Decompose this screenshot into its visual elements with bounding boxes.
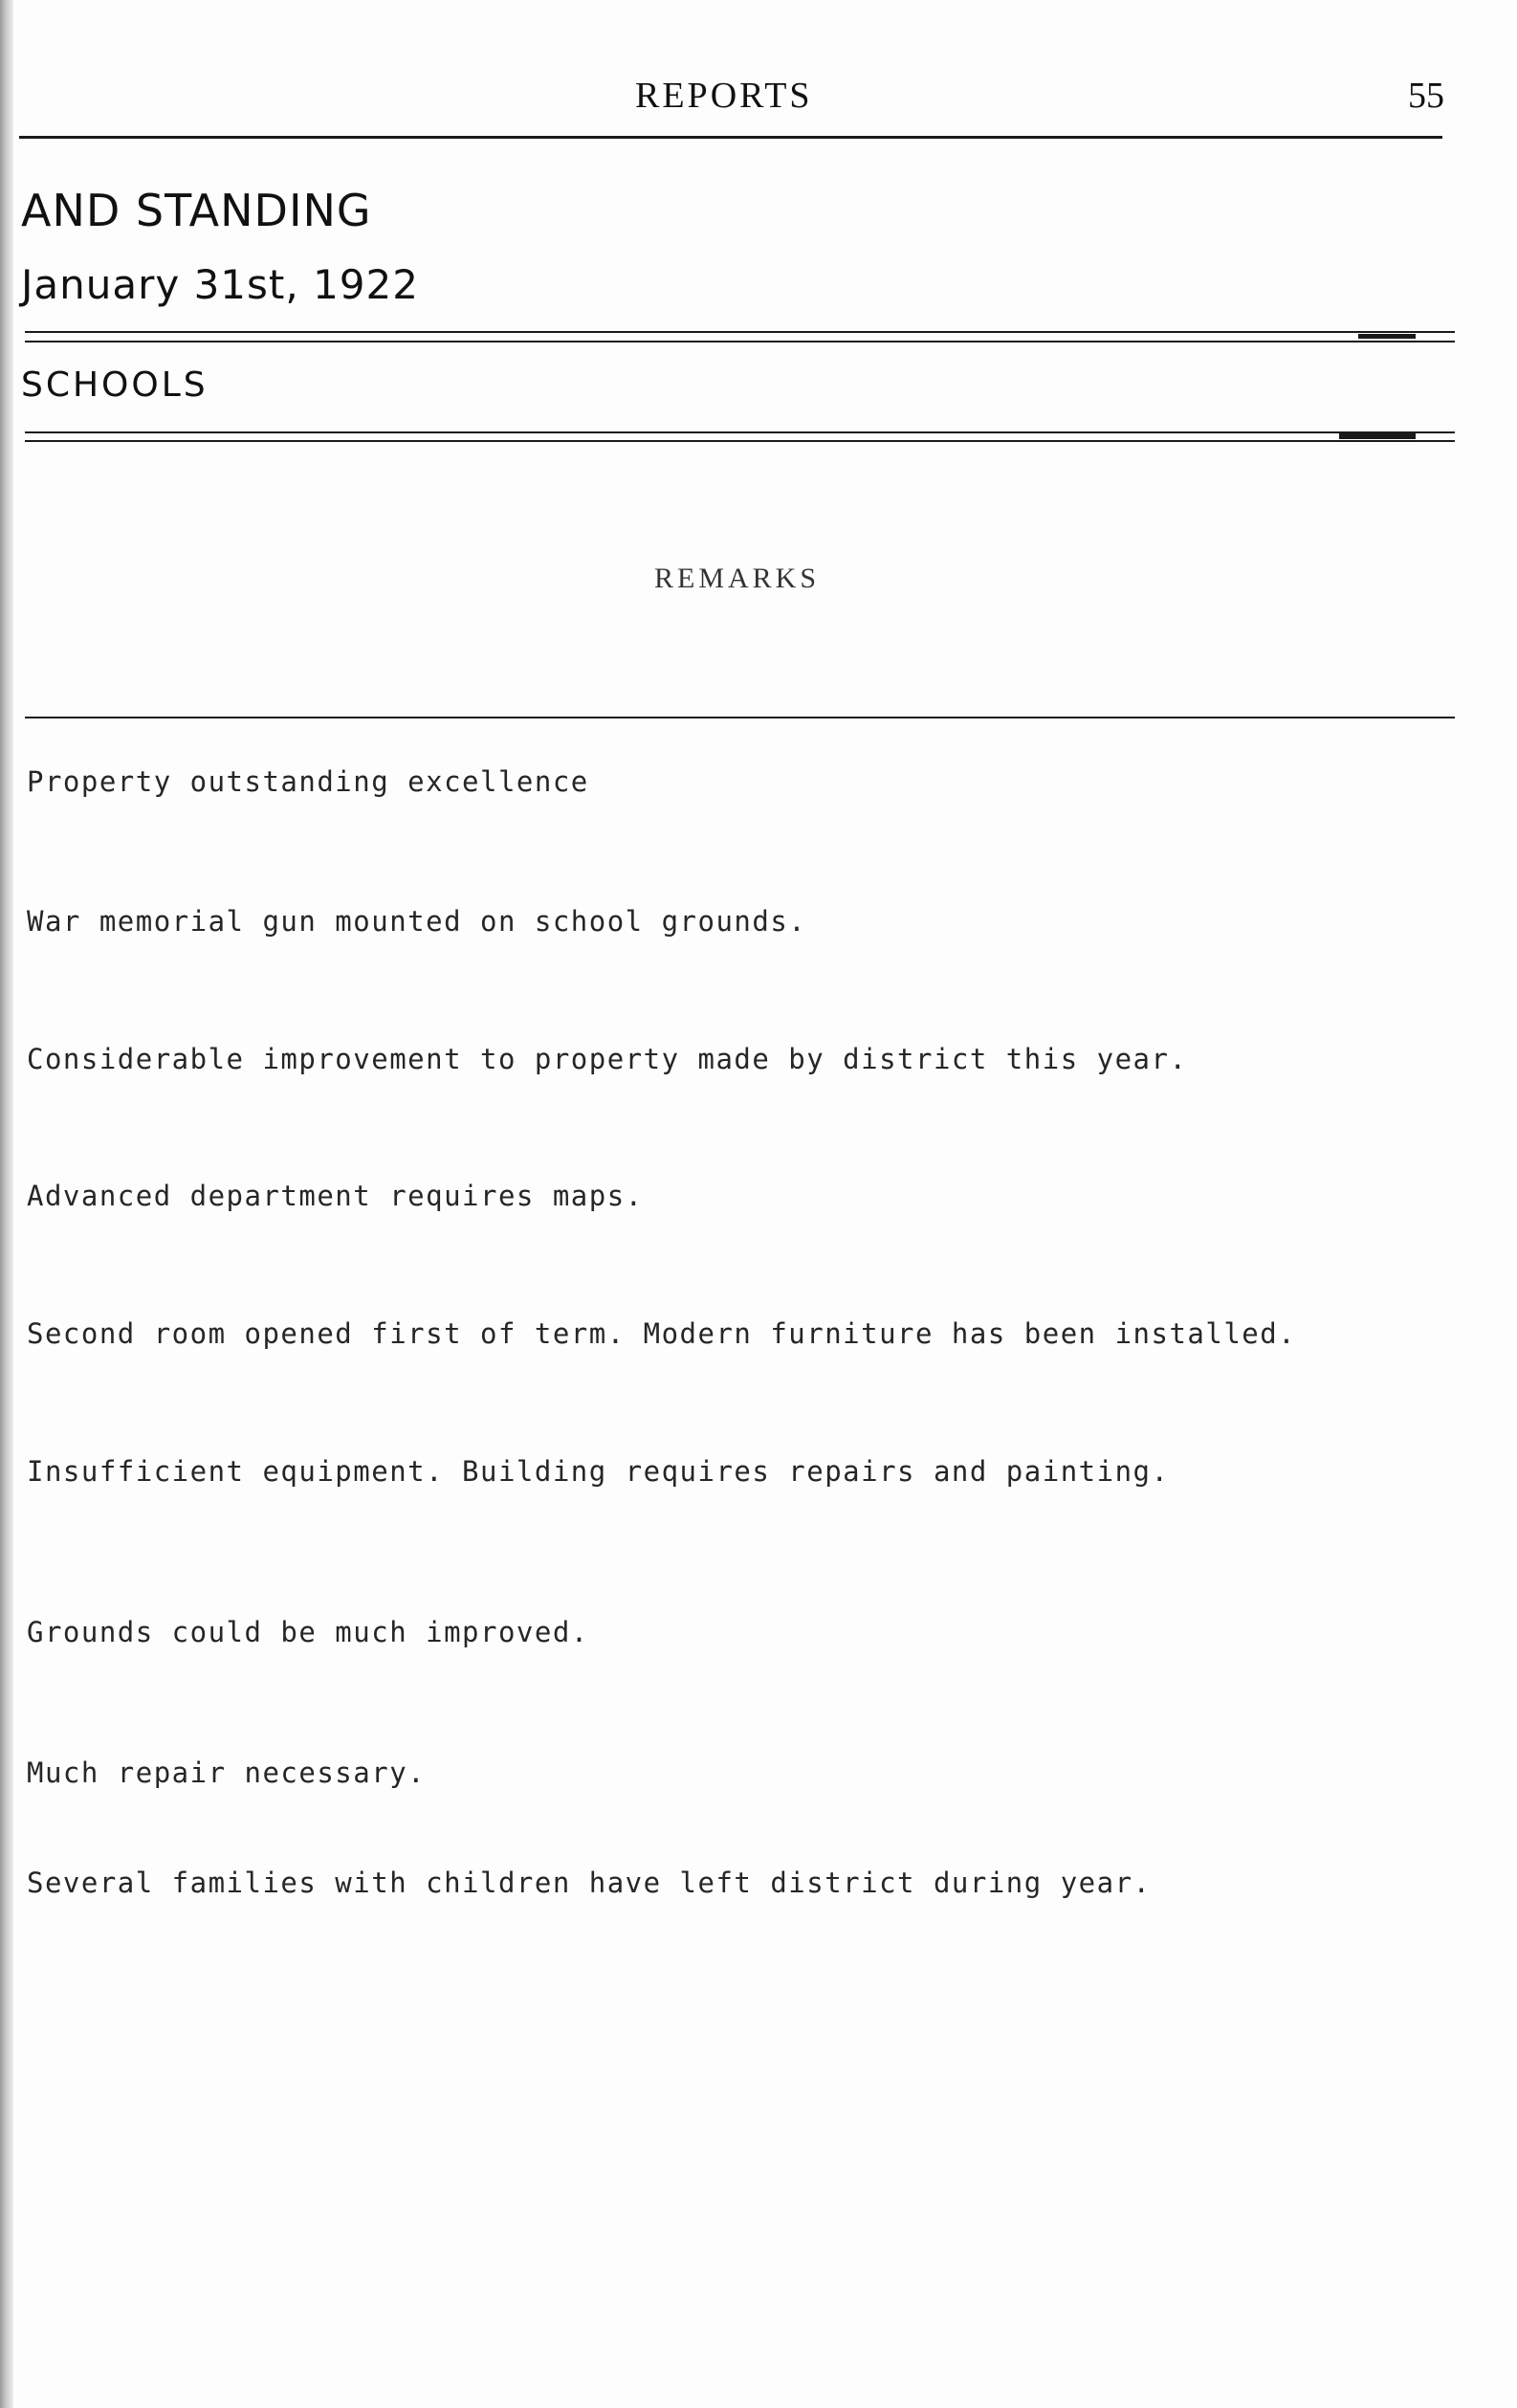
remark-line: Second room opened first of term. Modern furniture has been installed.	[27, 1317, 1297, 1350]
remark-line: Grounds could be much improved.	[27, 1616, 589, 1648]
double-rule-bottom-2	[25, 440, 1455, 442]
remark-line: Property outstanding excellence	[27, 765, 589, 798]
remark-line: Much repair necessary.	[27, 1756, 427, 1789]
remarks-rule	[25, 717, 1455, 718]
remark-line: Insufficient equipment. Building requires repairs and painting.	[27, 1455, 1170, 1488]
rule-mark	[1358, 334, 1416, 339]
remarks-heading: REMARKS	[654, 563, 821, 594]
double-rule-top-2	[25, 341, 1455, 342]
running-head	[0, 75, 1473, 122]
remark-line: Considerable improvement to property made by district this year.	[27, 1043, 1188, 1075]
remark-line: Several families with children have left district during year.	[27, 1867, 1152, 1899]
section-subtitle: SCHOOLS	[21, 365, 209, 405]
binding-edge	[0, 0, 13, 2408]
header-rule	[19, 136, 1442, 139]
double-rule-bottom-1	[25, 431, 1455, 433]
rule-mark	[1339, 433, 1416, 439]
remark-line: War memorial gun mounted on school grounds.	[27, 905, 807, 938]
remark-line: Advanced department requires maps.	[27, 1180, 644, 1212]
page-number: 55	[1408, 76, 1444, 116]
running-title: REPORTS	[635, 76, 813, 116]
double-rule-top-1	[25, 331, 1455, 333]
section-title: AND STANDING	[21, 185, 372, 236]
section-date: January 31st, 1922	[21, 261, 419, 308]
